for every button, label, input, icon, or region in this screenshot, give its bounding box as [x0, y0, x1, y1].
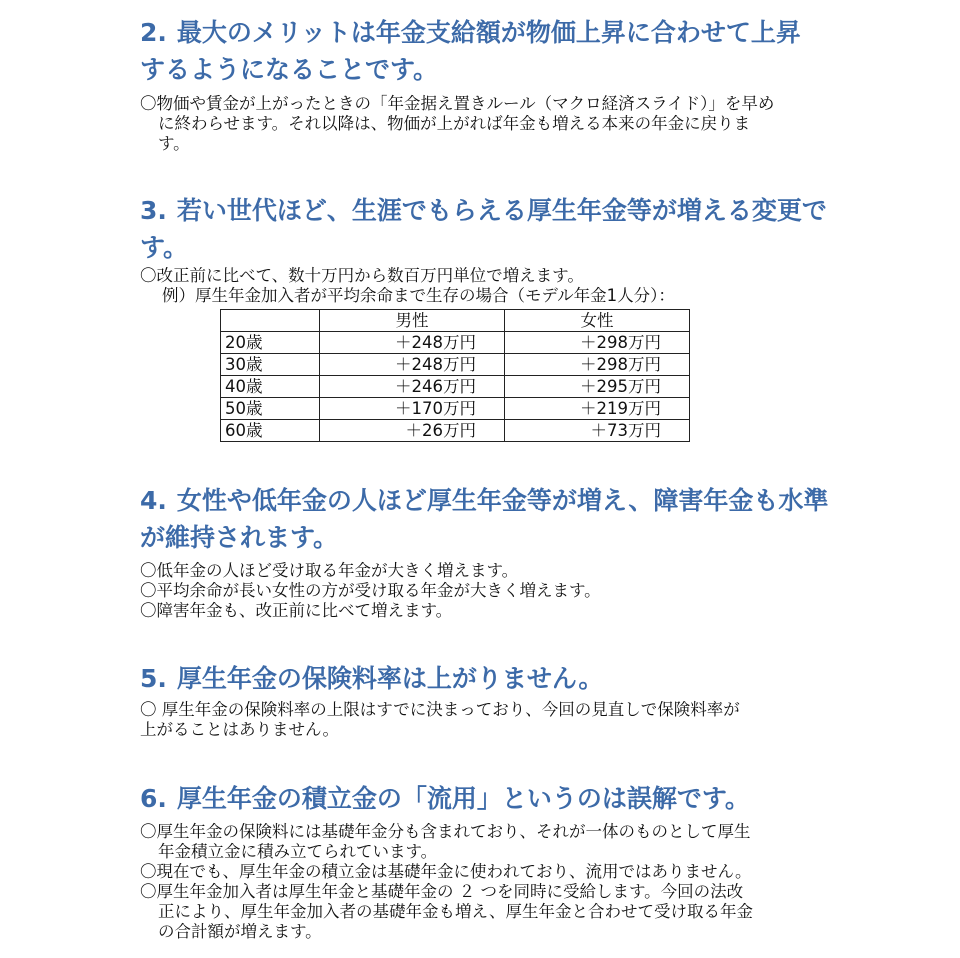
table-cell-male: ＋26万円: [320, 420, 505, 442]
section-3-number: 3.: [140, 196, 167, 225]
table-row: [221, 420, 690, 442]
circle-bullet-icon: 〇: [140, 882, 157, 901]
section-6-item1-line2: 年金積立金に積み立てられています。: [158, 842, 438, 861]
table-header-male: 男性: [320, 310, 505, 332]
section-3-title-line1: 若い世代ほど、生涯でもらえる厚生年金等が増える変更で: [176, 196, 827, 225]
section-5-title-line1: 厚生年金の保険料率は上がりません。: [176, 664, 604, 693]
table-cell-male: ＋170万円: [320, 398, 505, 420]
table-row: [221, 398, 690, 420]
section-6-item3-line2: 正により、厚生年金加入者の基礎年金も増え、厚生年金と合わせて受け取る年金: [158, 902, 753, 921]
section-6-heading: [140, 780, 840, 817]
circle-bullet-icon: 〇: [140, 601, 157, 620]
table-cell-female: ＋219万円: [505, 398, 690, 420]
circle-bullet-icon: 〇: [140, 266, 157, 285]
section-4-item1: 低年金の人ほど受け取る年金が大きく増えます。: [156, 561, 519, 580]
section-2-title-line2: するようになることです。: [140, 55, 439, 84]
circle-bullet-icon: 〇: [140, 561, 157, 580]
section-6-number: 6.: [140, 784, 167, 813]
section-4-heading: [140, 482, 840, 556]
list-item: [140, 822, 830, 862]
section-6-item1-line1: 厚生年金の保険料には基礎年金分も含まれており、それが一体のものとして厚生: [156, 822, 751, 841]
circle-bullet-icon: 〇: [140, 822, 157, 841]
section-5-heading: [140, 660, 840, 697]
section-3-body: [140, 266, 830, 306]
section-6-item2-line1: 現在でも、厚生年金の積立金は基礎年金に使われており、流用ではありません。: [156, 862, 752, 881]
table-header-row: [221, 310, 690, 332]
section-4-title-line1: 女性や低年金の人ほど厚生年金等が増え、障害年金も水準: [176, 486, 829, 515]
pension-increase-table: [220, 309, 690, 442]
section-5-body-line2: 上がることはありません。: [140, 720, 339, 739]
table-row: [221, 354, 690, 376]
section-6-item3-line1: 厚生年金加入者は厚生年金と基礎年金の ２ つを同時に受給します。今回の法改: [156, 882, 744, 901]
section-6-item3-line3: の合計額が増えます。: [158, 922, 322, 941]
list-item: [140, 601, 830, 621]
section-3-example: 例）厚生年金加入者が平均余命まで生存の場合（モデル年金1人分）：: [162, 286, 675, 305]
circle-bullet-icon: 〇: [140, 581, 157, 600]
table-cell-female: ＋295万円: [505, 376, 690, 398]
circle-bullet-icon: 〇: [140, 700, 157, 719]
table-row: [221, 332, 690, 354]
section-4-item2: 平均余命が長い女性の方が受け取る年金が大きく増えます。: [156, 581, 601, 600]
circle-bullet-icon: 〇: [140, 862, 157, 881]
section-2-number: 2.: [140, 18, 167, 47]
table-cell-age: 30歳: [221, 354, 320, 376]
table-cell-female: ＋298万円: [505, 332, 690, 354]
section-2-heading: [140, 14, 840, 88]
table-row: [221, 376, 690, 398]
section-4-body: [140, 561, 830, 621]
section-4-number: 4.: [140, 486, 167, 515]
list-item: [140, 581, 830, 601]
section-5-body: [140, 700, 830, 740]
table-header-blank: [221, 310, 320, 332]
table-cell-male: ＋246万円: [320, 376, 505, 398]
section-2-body-line3: す。: [158, 134, 190, 153]
section-3-title-line2: す。: [140, 233, 189, 262]
table-cell-female: ＋73万円: [505, 420, 690, 442]
section-6-title-line1: 厚生年金の積立金の「流用」というのは誤解です。: [176, 784, 750, 813]
section-3-heading: [140, 192, 840, 266]
section-2-title-line1: 最大のメリットは年金支給額が物価上昇に合わせて上昇: [176, 18, 801, 47]
section-2-body: [140, 94, 830, 154]
section-5-body-line1: 厚生年金の保険料率の上限はすでに決まっており、今回の見直しで保険料率が: [156, 700, 740, 719]
table-cell-female: ＋298万円: [505, 354, 690, 376]
table-cell-age: 60歳: [221, 420, 320, 442]
table-header-female: 女性: [505, 310, 690, 332]
section-4-title-line2: が維持されます。: [140, 523, 339, 552]
list-item: [140, 882, 830, 942]
circle-bullet-icon: 〇: [140, 94, 157, 113]
section-4-item3: 障害年金も、改正前に比べて増えます。: [156, 601, 453, 620]
list-item: [140, 862, 830, 882]
table-cell-male: ＋248万円: [320, 332, 505, 354]
section-6-body: [140, 822, 830, 942]
table-cell-age: 40歳: [221, 376, 320, 398]
list-item: [140, 561, 830, 581]
section-3-body-line1: 改正前に比べて、数十万円から数百万円単位で増えます。: [156, 266, 584, 285]
section-2-body-line2: に終わらせます。それ以降は、物価が上がれば年金も増える本来の年金に戻りま: [158, 114, 751, 133]
table-cell-age: 20歳: [221, 332, 320, 354]
table-cell-age: 50歳: [221, 398, 320, 420]
section-5-number: 5.: [140, 664, 167, 693]
section-2-body-line1: 物価や賃金が上がったときの「年金据え置きルール（マクロ経済スライド）」を早め: [156, 94, 775, 113]
table-cell-male: ＋248万円: [320, 354, 505, 376]
